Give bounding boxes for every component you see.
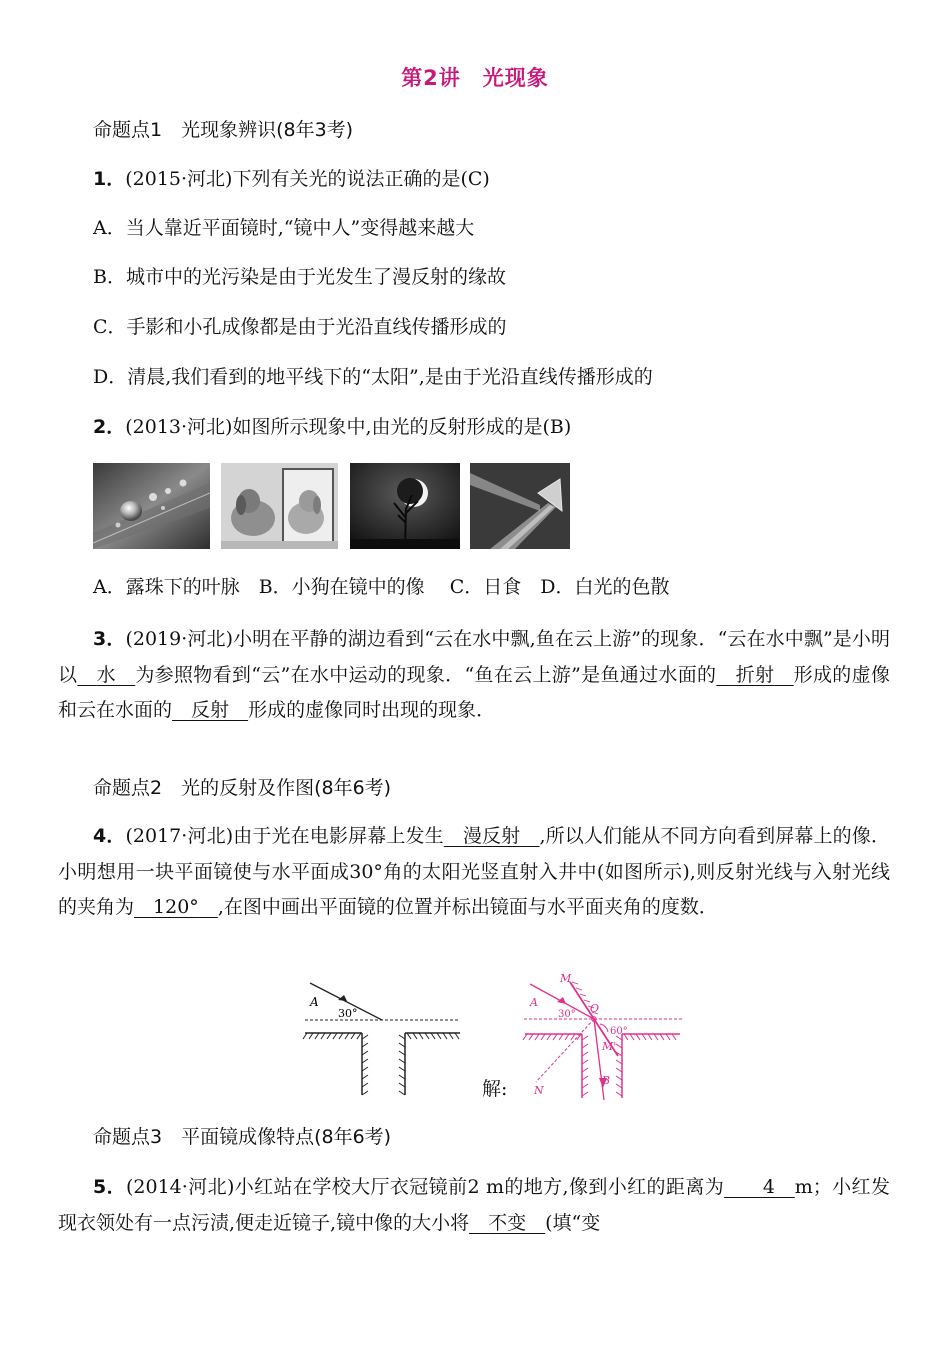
solution-label: 解:	[482, 1078, 508, 1100]
question-4	[58, 819, 890, 926]
answer-blank	[77, 664, 135, 686]
question-number: 1．	[93, 168, 126, 190]
question-1	[93, 167, 490, 191]
label-m-prime: M'	[602, 1040, 617, 1053]
question-number: 2．	[93, 416, 126, 438]
photo-dewdrop-leaf	[93, 463, 210, 549]
label-angle-30: 30°	[558, 1009, 576, 1020]
question-3	[58, 622, 890, 729]
answer-blank	[724, 1176, 795, 1198]
question-text: ,所以人们能从不同方向看到屏幕上的像．小明想用一块平面镜使与水平面成30°角的太阳光竖直射入井中(如图所示),则反射光线与入射光线的夹角为	[58, 825, 890, 918]
question-text: 形成的虚像和云在水面的	[58, 663, 890, 721]
question-text: (2019·河北)小明在平静的湖边看到“云在水中飘,鱼在云上游”的现象．“云在水中飘”是小明以	[58, 628, 890, 686]
label-a: A	[310, 995, 319, 1009]
question-text: 形成的虚像同时出现的现象．	[248, 699, 496, 721]
answer-text: 4	[762, 1176, 775, 1198]
answer-text: 120°	[153, 896, 199, 918]
question-text: ,在图中画出平面镜的位置并标出镜面与水平面夹角的度数．	[217, 896, 718, 918]
answer-text: 漫反射	[462, 825, 521, 847]
answer-blank	[716, 664, 793, 686]
option-b: B．城市中的光污染是由于光发生了漫反射的缘故	[93, 266, 506, 288]
label-o: O	[590, 1002, 600, 1015]
question-text: 为参照物看到“云”在水中运动的现象．“鱼在云上游”是鱼通过水面的	[135, 663, 717, 686]
answer-text: 折射	[735, 663, 775, 686]
question-text: (填“变	[545, 1211, 601, 1234]
question-number: 4．	[93, 825, 126, 847]
label-m: M	[560, 972, 572, 985]
question-text: (2017·河北)由于光在电影屏幕上发生	[125, 825, 444, 847]
answer-blank	[444, 825, 540, 847]
photo-dog-mirror	[221, 463, 338, 549]
photo-solar-eclipse	[350, 463, 460, 549]
option-c: C．手影和小孔成像都是由于光沿直线传播形成的	[93, 316, 507, 338]
figure-well-solution	[522, 972, 687, 1104]
question-text: m；小红发现衣领处有一点污渍,便走近镜子,镜中像的大小将	[58, 1176, 890, 1234]
label-angle-30: 30°	[338, 1007, 358, 1020]
section-heading-2: 命题点2 光的反射及作图(8年6考)	[93, 777, 392, 799]
figure-well-question	[300, 975, 465, 1100]
answer-text: 水	[96, 663, 116, 686]
question-stem: (2015·河北)下列有关光的说法正确的是(C)	[125, 168, 490, 190]
label-a: A	[530, 996, 538, 1009]
option-a: A．当人靠近平面镜时,“镜中人”变得越来越大	[93, 217, 475, 239]
question-number: 3．	[93, 628, 126, 650]
answer-blank	[134, 896, 218, 918]
photo-light-dispersion	[470, 463, 570, 549]
answer-blank	[172, 699, 248, 721]
section-heading-3: 命题点3 平面镜成像特点(8年6考)	[93, 1126, 392, 1148]
answer-text: 反射	[191, 699, 230, 721]
label-n: N	[534, 1084, 544, 1097]
question-number: 5．	[93, 1176, 126, 1198]
option-d: D．清晨,我们看到的地平线下的“太阳”,是由于光沿直线传播形成的	[93, 366, 653, 388]
question-2-options: A．露珠下的叶脉 B．小狗在镜中的像 C．日食 D．白光的色散	[93, 576, 670, 598]
question-stem: (2013·河北)如图所示现象中,由光的反射形成的是(B)	[125, 416, 572, 438]
answer-blank	[469, 1212, 545, 1234]
section-heading-1: 命题点1 光现象辨识(8年3考)	[93, 119, 354, 141]
lesson-title: 第2讲 光现象	[401, 66, 549, 90]
label-b: B	[602, 1074, 611, 1087]
label-angle-60: 60°	[610, 1026, 628, 1037]
question-5	[58, 1170, 890, 1241]
answer-text: 不变	[488, 1211, 527, 1234]
question-text: (2014·河北)小红站在学校大厅衣冠镜前2 m的地方,像到小红的距离为	[126, 1176, 725, 1198]
question-2	[93, 415, 571, 439]
